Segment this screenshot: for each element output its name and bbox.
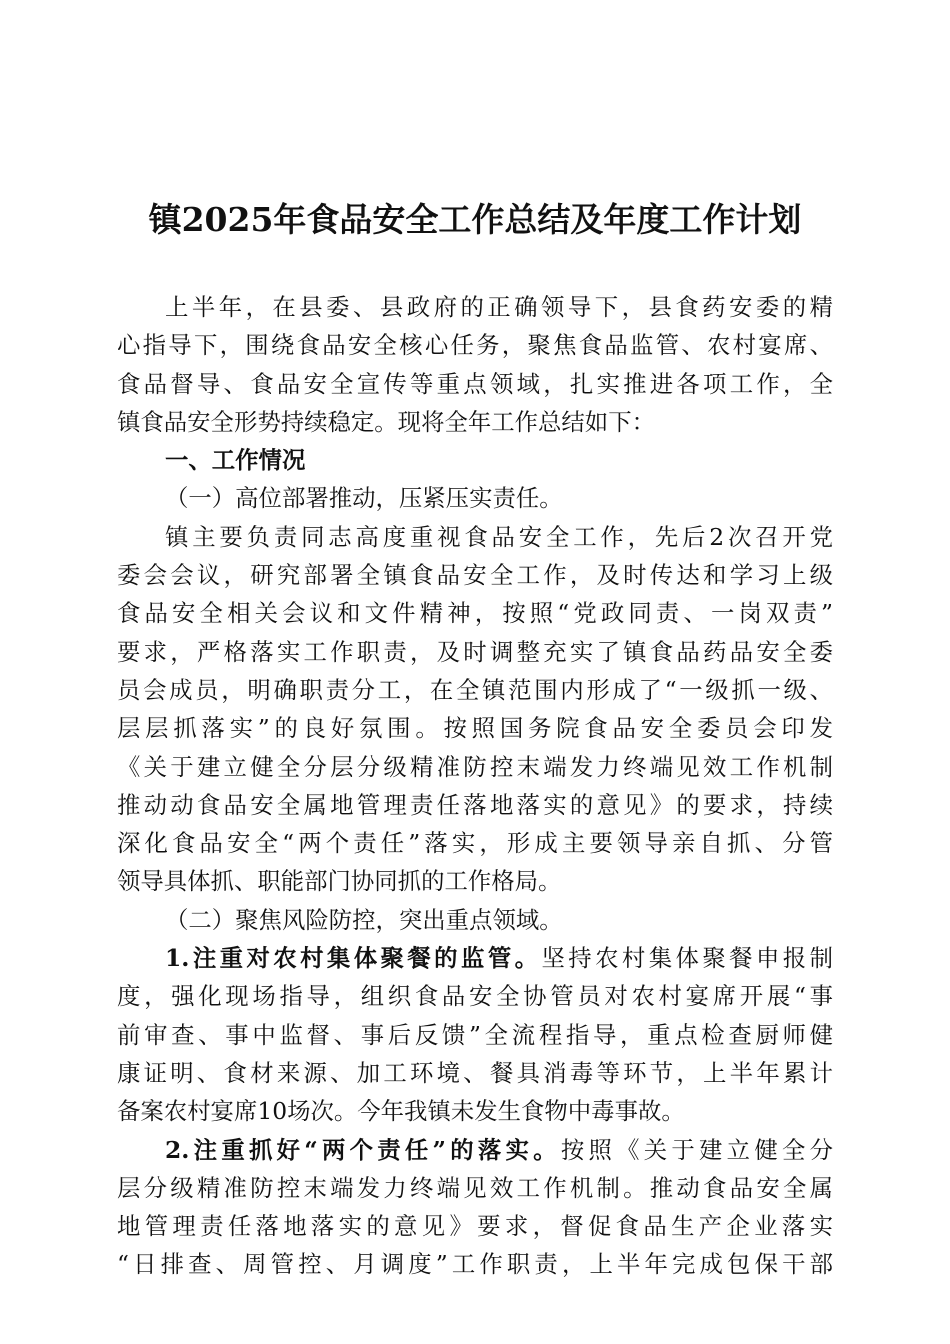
paragraph-line: 层层抓落实”的良好氛围。按照国务院食品安全委员会印发 [117, 714, 833, 743]
paragraph-line: 深化食品安全“两个责任”落实，形成主要领导亲自抓、分管 [117, 829, 833, 858]
item-first-line [117, 1131, 833, 1169]
item-title: 1.注重对农村集体聚餐的监管。 [165, 944, 542, 973]
document-title: 镇2025年食品安全工作总结及年度工作计划 [148, 200, 802, 239]
paragraph-line: 度，强化现场指导，组织食品安全协管员对农村宴席开展“事 [117, 982, 833, 1011]
paragraph-line: 康证明、食材来源、加工环境、餐具消毒等环节，上半年累计 [117, 1058, 833, 1087]
paragraph-line: 推动动食品安全属地管理责任落地落实的意见》的要求，持续 [117, 790, 833, 819]
item-text: 坚持农村集体聚餐申报制 [541, 944, 834, 973]
paragraph-line: 食品督导、食品安全宣传等重点领域，扎实推进各项工作，全 [117, 369, 833, 398]
paragraph-line: 镇食品安全形势持续稳定。现将全年工作总结如下： [117, 407, 655, 436]
subsection-heading: （二）聚焦风险防控，突出重点领域。 [165, 905, 563, 934]
item-first-line [117, 939, 833, 977]
paragraph-line: 备案农村宴席10场次。今年我镇未发生食物中毒事故。 [117, 1097, 685, 1126]
paragraph-line: 前审查、事中监督、事后反馈”全流程指导，重点检查厨师健 [117, 1020, 833, 1049]
subsection-heading: （一）高位部署推动，压紧压实责任。 [165, 484, 563, 513]
paragraph-line: 心指导下，围绕食品安全核心任务，聚焦食品监管、农村宴席、 [117, 331, 833, 360]
item-text: 按照《关于建立健全分 [560, 1135, 833, 1164]
paragraph-line: 《关于建立健全分层分级精准防控末端发力终端见效工作机制 [117, 752, 833, 781]
section-heading: 一、工作情况 [165, 446, 306, 475]
paragraph-line: 层分级精准防控末端发力终端见效工作机制。推动食品安全属 [117, 1173, 833, 1202]
paragraph-line: 地管理责任落地落实的意见》要求，督促食品生产企业落实 [117, 1212, 833, 1241]
paragraph-line: 委会会议，研究部署全镇食品安全工作，及时传达和学习上级 [117, 561, 833, 590]
paragraph-line: 领导具体抓、职能部门协同抓的工作格局。 [117, 867, 562, 896]
paragraph-line: 要求，严格落实工作职责，及时调整充实了镇食品药品安全委 [117, 637, 833, 666]
document-body [117, 288, 833, 1284]
paragraph-line: “日排查、周管控、月调度”工作职责，上半年完成包保干部 [117, 1250, 833, 1279]
paragraph-line: 上半年，在县委、县政府的正确领导下，县食药安委的精 [165, 293, 833, 321]
paragraph-line: 员会成员，明确职责分工，在全镇范围内形成了“一级抓一级、 [117, 675, 833, 704]
paragraph-line: 食品安全相关会议和文件精神，按照“党政同责、一岗双责” [117, 599, 833, 628]
item-title: 2.注重抓好“两个责任”的落实。 [165, 1135, 561, 1164]
paragraph-line: 镇主要负责同志高度重视食品安全工作，先后2次召开党 [165, 522, 833, 551]
